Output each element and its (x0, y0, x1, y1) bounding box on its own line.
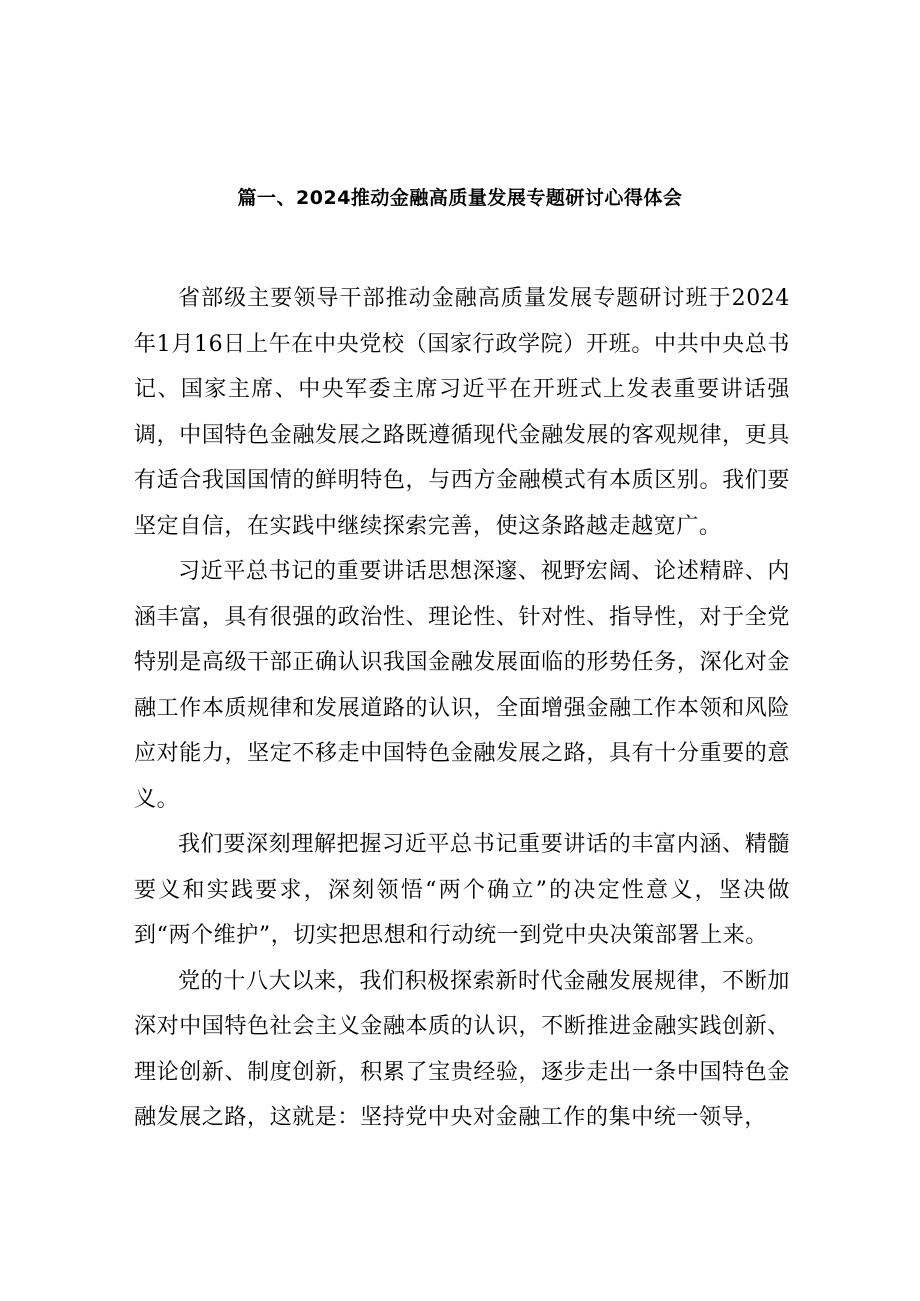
paragraph-3: 我们要深刻理解把握习近平总书记重要讲话的丰富内涵、精髓要义和实践要求，深刻领悟“两个确立”的决定性意义，坚决做到“两个维护”，切实把思想和行动统一到党中央决策部署上来。 (134, 832, 790, 948)
document-body (134, 276, 790, 1141)
paragraph-4: 党的十八大以来，我们积极探索新时代金融发展规律，不断加深对中国特色社会主义金融本质的认识，不断推进金融实践创新、理论创新、制度创新，积累了宝贵经验，逐步走出一条中国特色金融发展之路，这就是：坚持党中央对金融工作的集中统一领导， (134, 968, 790, 1130)
document-title: 篇一、2024推动金融高质量发展专题研讨心得体会 (237, 187, 683, 209)
paragraph-2: 习近平总书记的重要讲话思想深邃、视野宏阔、论述精辟、内涵丰富，具有很强的政治性、理论性、针对性、指导性，对于全党特别是高级干部正确认识我国金融发展面临的形势任务，深化对金融工作本质规律和发展道路的认识，全面增强金融工作本领和风险应对能力，坚定不移走中国特色金融发展之路，具有十分重要的意义。 (134, 559, 790, 812)
paragraph-1: 省部级主要领导干部推动金融高质量发展专题研讨班于2024年1月16日上午在中央党校（国家行政学院）开班。中共中央总书记、国家主席、中央军委主席习近平在开班式上发表重要讲话强调，中国特色金融发展之路既遵循现代金融发展的客观规律，更具有适合我国国情的鲜明特色，与西方金融模式有本质区别。我们要坚定自信，在实践中继续探索完善，使这条路越走越宽广。 (134, 286, 790, 539)
